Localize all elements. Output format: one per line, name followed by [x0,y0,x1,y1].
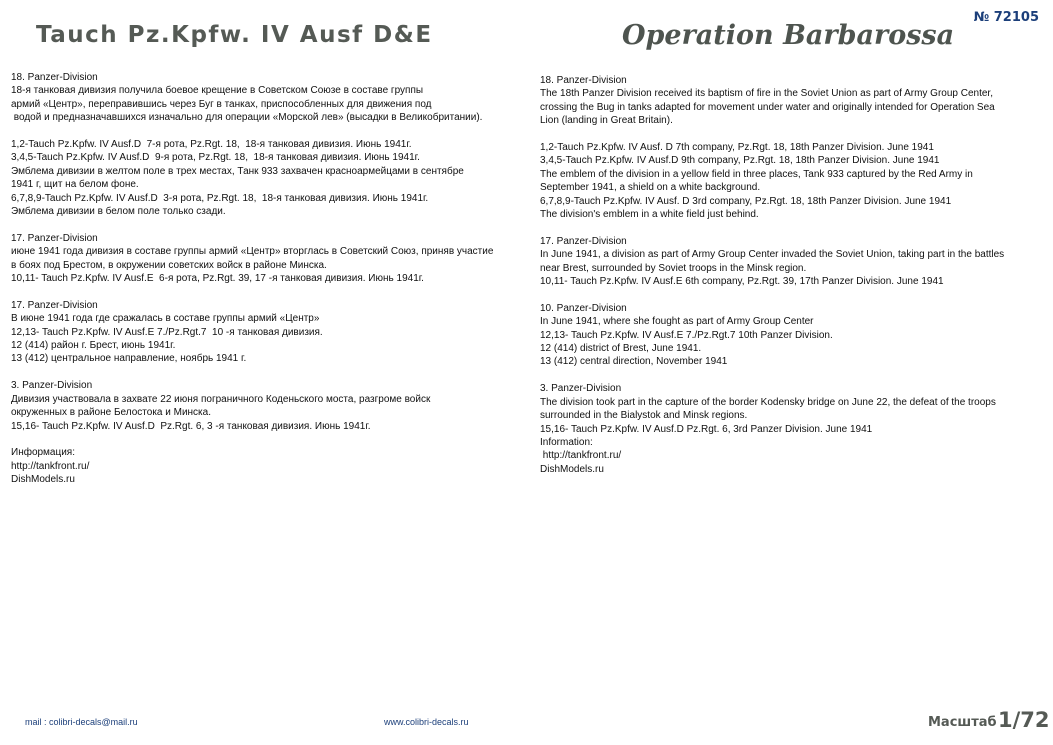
text-line: 1941 г, щит на белом фоне. [11,179,139,191]
text-line: 3,4,5-Tauch Pz.Kpfw. IV Ausf.D 9th company, Pz.Rgt. 18, 18th Panzer Division. June 1941 [540,155,940,167]
text-line: 17. Panzer-Division [540,235,627,247]
text-line: The division took part in the capture of the border Kodensky bridge on June 22, the defeat of the troops [540,396,996,408]
mail-link[interactable]: mail : colibri-decals@mail.ru [25,717,138,727]
text-line: Эмблема дивизии в белом поле только сзади. [11,206,226,218]
text-line: http://tankfront.ru/ [11,460,90,472]
text-block [11,71,531,125]
text-line: Информация: [11,447,76,459]
footer [0,705,1053,745]
text-line: The division's emblem in a white field just behind. [540,209,759,221]
text-line: surrounded in the Bialystok and Minsk regions. [540,410,748,422]
text-line: 13 (412) центральное направление, ноябрь 1941 г. [11,353,247,365]
text-line: Эмблема дивизии в желтом поле в трех местах, Танк 933 захвачен красноармейцами в сентябре [11,165,464,177]
text-line: в боях под Брестом, в окружении советских войск в районе Минска. [11,259,327,271]
text-block [11,299,531,366]
text-line: 1,2-Tauch Pz.Kpfw. IV Ausf. D 7th company, Pz.Rgt. 18, 18th Panzer Division. June 1941 [540,142,934,154]
text-line: 12,13- Tauch Pz.Kpfw. IV Ausf.E 7./Pz.Rgt.7 10th Panzer Division. [540,329,833,341]
scale-label: Масштаб [928,715,997,730]
text-line: 18. Panzer-Division [540,75,627,86]
text-block [11,446,531,486]
text-line: 3. Panzer-Division [540,383,622,395]
text-line: Information: [540,436,593,448]
text-line: Lion (landing in Great Britain). [540,115,673,127]
text-line: 17. Panzer-Division [11,232,98,244]
english-text-column [540,74,1040,490]
text-line: In June 1941, where she fought as part of Army Group Center [540,316,814,328]
product-title: Tauch Pz.Kpfw. IV Ausf D&E [36,22,433,48]
text-line: 13 (412) central direction, November 1941 [540,356,728,368]
text-line: September 1941, a shield on a white background. [540,182,761,194]
text-line: водой и предназначавшихся изначально для операции «Морской лев» (высадки в Великобритании). [11,112,483,124]
text-line: DishModels.ru [11,474,75,486]
text-line: The emblem of the division in a yellow field in three places, Tank 933 captured by the Red Army in [540,168,973,180]
text-line: 10,11- Tauch Pz.Kpfw. IV Ausf.E 6-я рота, Pz.Rgt. 39, 17 -я танковая дивизия. Июнь 1941г. [11,273,424,285]
text-line: In June 1941, a division as part of Army Group Center invaded the Soviet Union, taking part in the battles [540,249,1005,261]
text-line: crossing the Bug in tanks adapted for movement under water and originally intended for Operation Sea [540,101,995,113]
text-line: near Brest, surrounded by Soviet troops in the Minsk region. [540,262,807,274]
text-line: 12 (414) district of Brest, June 1941. [540,343,702,355]
text-line: 3. Panzer-Division [11,380,93,392]
text-line: 1,2-Tauch Pz.Kpfw. IV Ausf.D 7-я рота, Pz.Rgt. 18, 18-я танковая дивизия. Июнь 1941г. [11,139,412,151]
text-line: 6,7,8,9-Tauch Pz.Kpfw. IV Ausf. D 3rd company, Pz.Rgt. 18, 18th Panzer Division. June 1941 [540,195,952,207]
text-block [540,382,1040,476]
text-line: 18. Panzer-Division [11,72,98,83]
text-line: http://tankfront.ru/ [540,450,622,462]
russian-text-column [11,71,531,500]
catalog-number: № 72105 [973,10,1039,25]
text-line: 18-я танковая дивизия получила боевое крещение в Советском Союзе в составе группы [11,85,424,97]
text-line: В июне 1941 года где сражалась в составе группы армий «Центр» [11,313,320,325]
text-line: 12,13- Tauch Pz.Kpfw. IV Ausf.E 7./Pz.Rgt.7 10 -я танковая дивизия. [11,326,323,338]
text-line: The 18th Panzer Division received its baptism of fire in the Soviet Union as part of Army Group Center, [540,88,993,100]
text-block [540,141,1040,221]
text-line: 12 (414) район г. Брест, июнь 1941г. [11,340,176,352]
text-line: 6,7,8,9-Tauch Pz.Kpfw. IV Ausf.D 3-я рота, Pz.Rgt. 18, 18-я танковая дивизия. Июнь 1941г. [11,192,429,204]
series-title: Operation Barbarossa [622,20,955,51]
scale-value: 1/72 [998,708,1050,732]
text-line: 15,16- Tauch Pz.Kpfw. IV Ausf.D Pz.Rgt. 6, 3 -я танковая дивизия. Июнь 1941г. [11,420,371,432]
text-block [540,74,1040,128]
text-block [11,232,531,286]
text-line: 10,11- Tauch Pz.Kpfw. IV Ausf.E 6th company, Pz.Rgt. 39, 17th Panzer Division. June 1941 [540,276,944,288]
text-line: армий «Центр», переправившись через Буг в танках, приспособленных для движения под [11,98,432,110]
text-block [540,302,1040,369]
text-line: 10. Panzer-Division [540,302,627,314]
text-block [11,379,531,433]
text-block [540,235,1040,289]
text-line: июне 1941 года дивизия в составе группы армий «Центр» вторглась в Советский Союз, приняв участие [11,246,494,258]
text-block [11,138,531,218]
text-line: 17. Panzer-Division [11,299,98,311]
text-line: окруженных в районе Белостока и Минска. [11,407,211,419]
text-line: 3,4,5-Tauch Pz.Kpfw. IV Ausf.D 9-я рота, Pz.Rgt. 18, 18-я танковая дивизия. Июнь 1941г. [11,152,420,164]
text-line: Дивизия участвовала в захвате 22 июня пограничного Коденьского моста, разгроме войск [11,393,431,405]
website-link[interactable]: www.colibri-decals.ru [384,717,469,727]
text-line: 15,16- Tauch Pz.Kpfw. IV Ausf.D Pz.Rgt. 6, 3rd Panzer Division. June 1941 [540,423,873,435]
text-line: DishModels.ru [540,463,604,475]
